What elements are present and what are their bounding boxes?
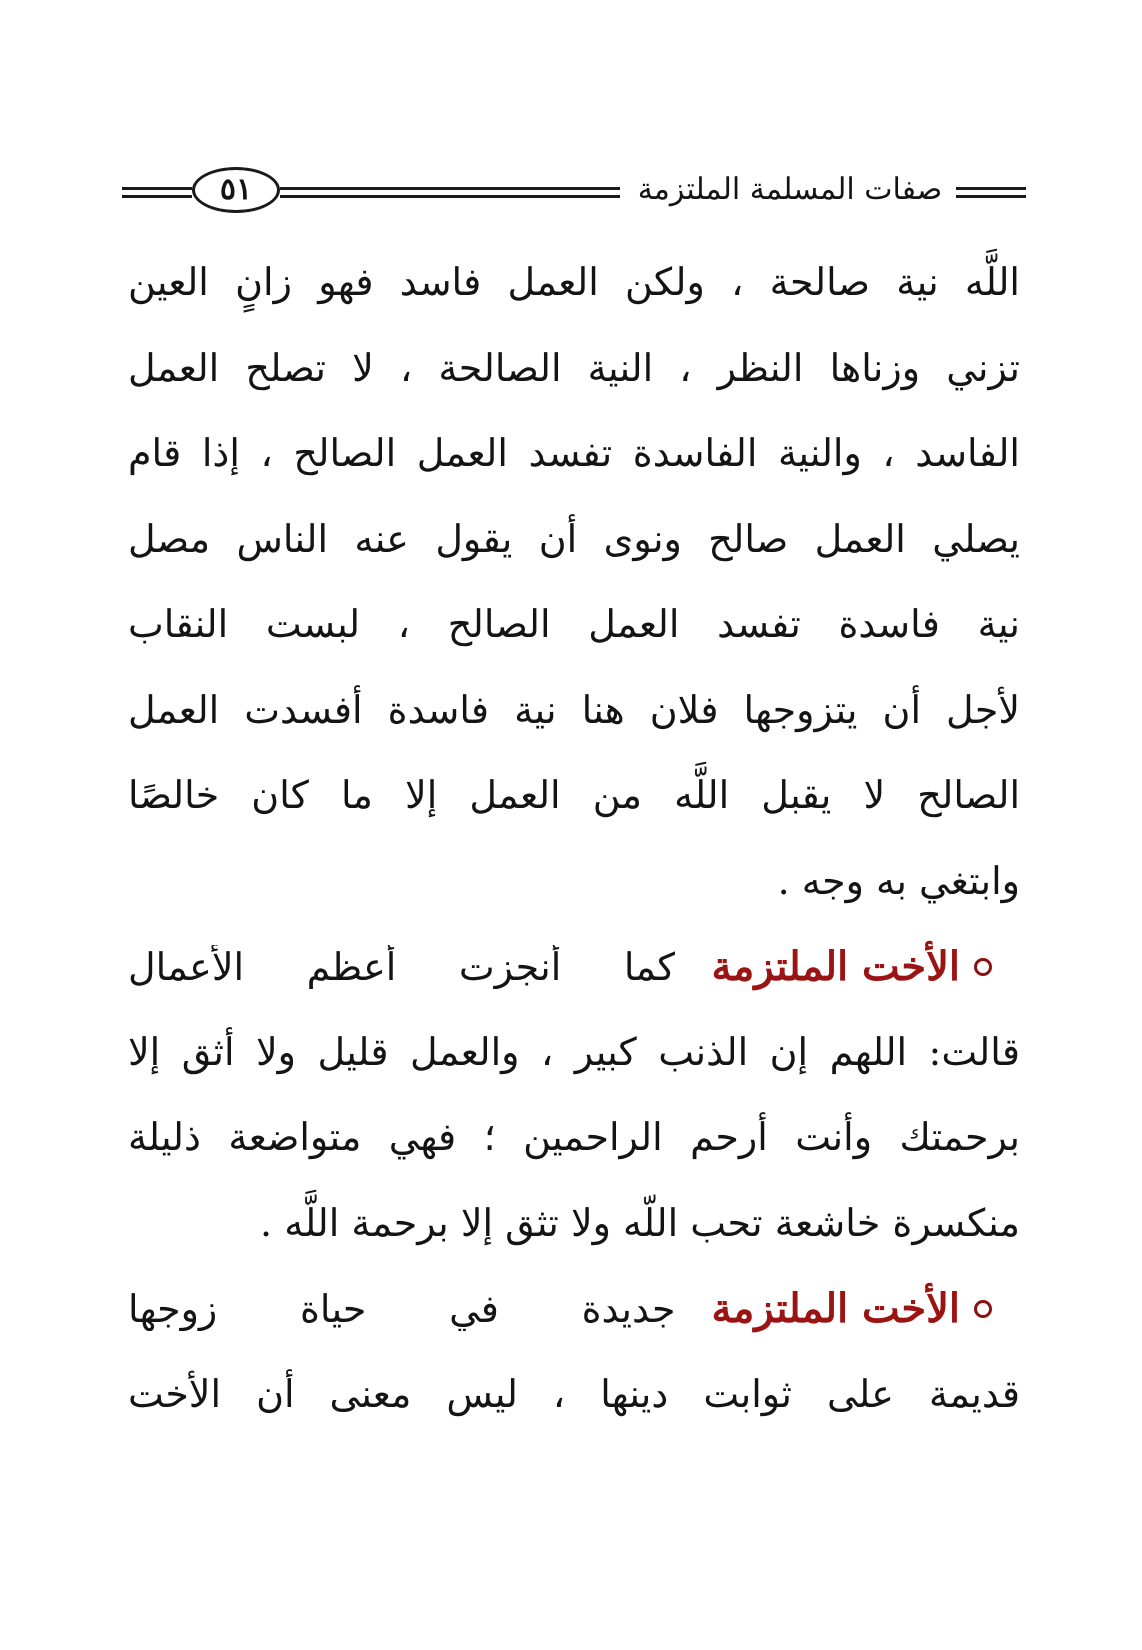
text-line: الفاسد ، والنية الفاسدة تفسد العمل الصالح ، إذا قام bbox=[128, 431, 1020, 475]
section-heading-line bbox=[128, 1266, 1020, 1352]
header-rule-right bbox=[956, 187, 1026, 198]
running-title: صفات المسلمة الملتزمة bbox=[637, 172, 943, 207]
page-header bbox=[122, 165, 1026, 225]
text-line: تزني وزناها النظر ، النية الصالحة ، لا تصلح العمل bbox=[128, 345, 1020, 390]
section-heading: الأخت الملتزمة bbox=[711, 943, 960, 991]
text-line: كما أنجزت أعظم الأعمال bbox=[128, 944, 676, 989]
header-rule-middle bbox=[280, 187, 620, 198]
circle-bullet-icon bbox=[974, 958, 992, 976]
text-line: قالت: اللهم إن الذنب كبير ، والعمل قليل ولا أثق إلا bbox=[128, 1029, 1020, 1074]
text-line: منكسرة خاشعة تحب اللّه ولا تثق إلا برحمة اللَّه . bbox=[260, 1200, 1020, 1245]
text-line: يصلي العمل صالح ونوى أن يقول عنه الناس مصل bbox=[128, 516, 1020, 561]
text-line: الصالح لا يقبل اللَّه من العمل إلا ما كان خالصًا bbox=[128, 773, 1020, 817]
header-rule-left bbox=[122, 187, 192, 198]
circle-bullet-icon bbox=[974, 1300, 992, 1318]
text-line: وابتغي به وجه . bbox=[777, 858, 1020, 903]
section-heading-line bbox=[128, 924, 1020, 1010]
text-line: جديدة في حياة زوجها bbox=[128, 1286, 676, 1331]
section-heading: الأخت الملتزمة bbox=[711, 1285, 960, 1333]
text-line: اللَّه نية صالحة ، ولكن العمل فاسد فهو زانٍ العين bbox=[128, 260, 1020, 304]
text-line: برحمتك وأنت أرحم الراحمين ؛ فهي متواضعة ذليلة bbox=[128, 1115, 1020, 1159]
text-line: قديمة على ثوابت دينها ، ليس معنى أن الأخت bbox=[128, 1371, 1020, 1416]
page-number: ٥١ bbox=[192, 167, 280, 213]
body-text bbox=[128, 240, 1020, 1437]
text-line: لأجل أن يتزوجها فلان هنا نية فاسدة أفسدت العمل bbox=[128, 687, 1020, 732]
text-line: نية فاسدة تفسد العمل الصالح ، لبست النقاب bbox=[128, 602, 1020, 646]
